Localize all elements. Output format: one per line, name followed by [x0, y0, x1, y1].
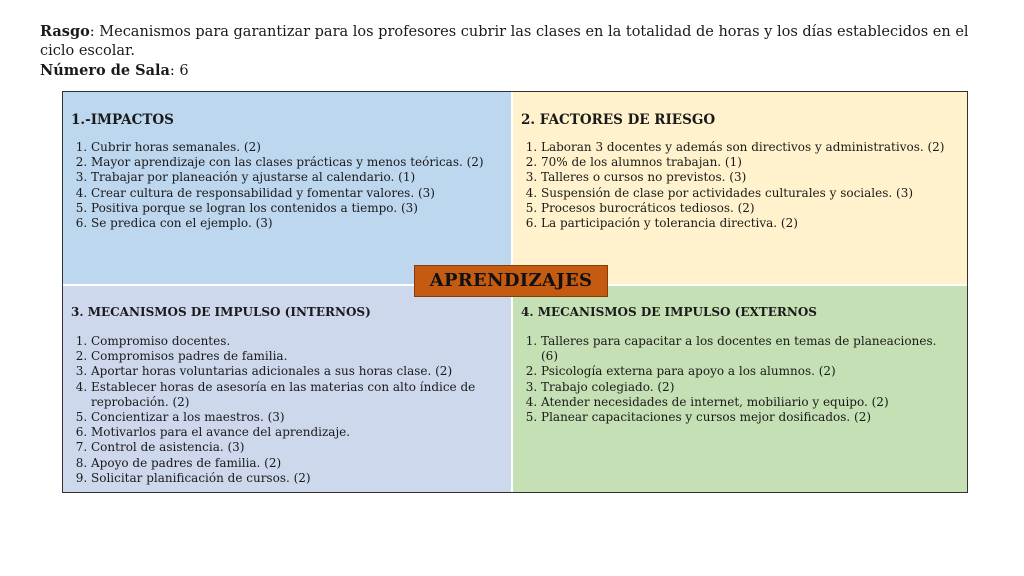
quadrant-impulso-externos: [513, 286, 967, 492]
internos-list: [71, 334, 501, 486]
list-item: 3. Trabajar por planeación y ajustarse al calendario. (1): [91, 170, 501, 185]
sala-label: Número de Sala: [40, 62, 170, 79]
list-item: 1. Laboran 3 docentes y además son directivos y administrativos. (2): [541, 140, 957, 155]
quadrant-factores-riesgo: [513, 92, 967, 286]
rasgo-line: [40, 22, 1000, 61]
quadrant-title: 4. MECANISMOS DE IMPULSO (EXTERNOS: [521, 305, 817, 319]
document-header: [40, 22, 1000, 81]
list-item: 5. Procesos burocráticos tediosos. (2): [541, 201, 957, 216]
list-item: 5. Planear capacitaciones y cursos mejor dosificados. (2): [541, 410, 957, 425]
sala-line: [40, 61, 1000, 81]
impactos-list: [71, 140, 501, 231]
list-item: 3. Talleres o cursos no previstos. (3): [541, 170, 957, 185]
list-item: 8. Apoyo de padres de familia. (2): [91, 456, 501, 471]
list-item: 4. Suspensión de clase por actividades culturales y sociales. (3): [541, 186, 957, 201]
quadrant-title: 2. FACTORES DE RIESGO: [521, 112, 716, 128]
aprendizajes-banner: APRENDIZAJES: [414, 265, 608, 297]
list-item: 4. Atender necesidades de internet, mobiliario y equipo. (2): [541, 395, 957, 410]
quadrant-title: 1.-IMPACTOS: [71, 112, 174, 128]
list-item: 5. Concientizar a los maestros. (3): [91, 410, 501, 425]
list-item: 4. Establecer horas de asesoría en las materias con alto índice de reprobación. (2): [91, 380, 501, 410]
list-item: 6. La participación y tolerancia directiva. (2): [541, 216, 957, 231]
factores-list: [521, 140, 957, 231]
list-item: 2. Psicología externa para apoyo a los alumnos. (2): [541, 364, 957, 379]
list-item: 4. Crear cultura de responsabilidad y fomentar valores. (3): [91, 186, 501, 201]
rasgo-text: : Mecanismos para garantizar para los profesores cubrir las clases en la totalidad de horas y los días establecidos en el ciclo escolar.: [40, 24, 969, 59]
list-item: 3. Trabajo colegiado. (2): [541, 380, 957, 395]
list-item: 5. Positiva porque se logran los contenidos a tiempo. (3): [91, 201, 501, 216]
externos-list: [521, 334, 957, 425]
list-item: 2. 70% de los alumnos trabajan. (1): [541, 155, 957, 170]
list-item: 9. Solicitar planificación de cursos. (2): [91, 471, 501, 486]
list-item: 6. Motivarlos para el avance del aprendizaje.: [91, 425, 501, 440]
list-item: 3. Aportar horas voluntarias adicionales a sus horas clase. (2): [91, 364, 501, 379]
list-item: 2. Mayor aprendizaje con las clases prácticas y menos teóricas. (2): [91, 155, 501, 170]
sala-number: : 6: [169, 63, 189, 79]
list-item: 1. Compromiso docentes.: [91, 334, 501, 349]
list-item: 6. Se predica con el ejemplo. (3): [91, 216, 501, 231]
quadrant-impactos: [63, 92, 513, 286]
list-item: 7. Control de asistencia. (3): [91, 440, 501, 455]
list-item: 1. Cubrir horas semanales. (2): [91, 140, 501, 155]
rasgo-label: Rasgo: [40, 23, 90, 40]
quadrant-title: 3. MECANISMOS DE IMPULSO (INTERNOS): [71, 305, 371, 319]
list-item: 1. Talleres para capacitar a los docentes en temas de planeaciones. (6): [541, 334, 957, 364]
quadrant-impulso-internos: [63, 286, 513, 492]
list-item: 2. Compromisos padres de familia.: [91, 349, 501, 364]
